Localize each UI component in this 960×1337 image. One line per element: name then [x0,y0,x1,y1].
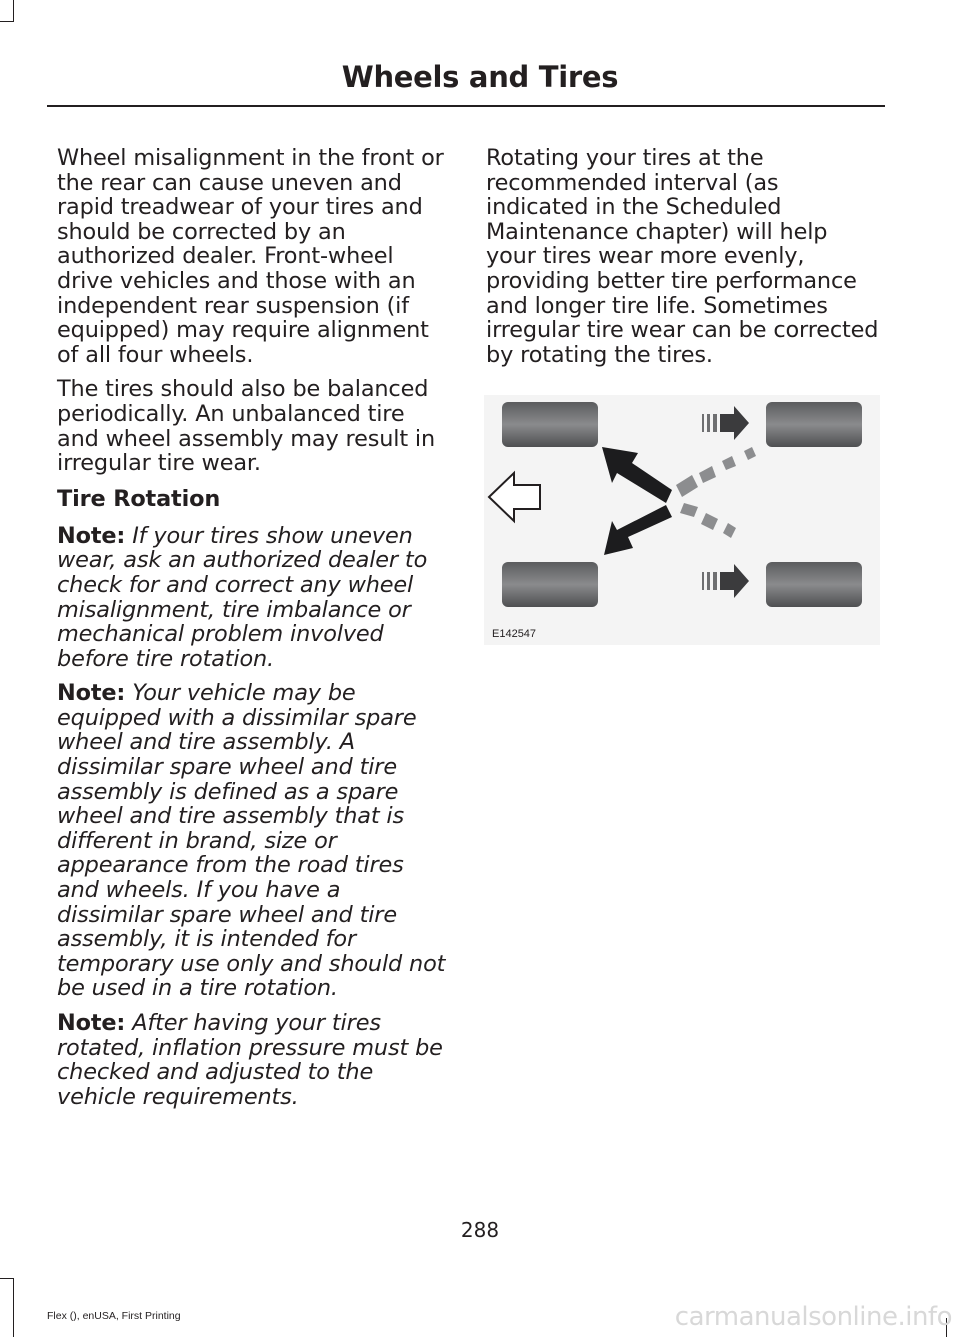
watermark: carmanualsonline.info [674,1302,952,1332]
paragraph-rotation-interval: Rotating your tires at the recommended interval (as indicated in the Scheduled Maintenance chapter) will help your tires wear more evenly, providing better tire performance and longer tire life. Sometimes irregular tire wear can be corrected by rotating the tires. [486,145,879,368]
tire-rear-left [502,562,598,607]
paragraph-misalignment: Wheel misalignment in the front or the rear can cause uneven and rapid treadwear of your tires and should be corrected by an authorized dealer. Front-wheel drive vehicles and those with an independent rear suspension (if equipped) may require alignment of all four wheels. [57,145,444,368]
note-label: Note: [57,680,126,707]
tire-front-left [502,402,598,447]
right-column [486,146,880,377]
note-text: After having your tires rotated, inflation pressure must be checked and adjusted to the vehicle requirements. [57,1010,443,1110]
paragraph-balancing: The tires should also be balanced periodically. An unbalanced tire and wheel assembly may result in irregular tire wear. [57,376,436,477]
tire-rotation-diagram [484,395,880,645]
tire-rotation-figure [484,395,880,645]
crop-mark [13,1278,14,1337]
note-label: Note: [57,522,126,549]
crop-mark [0,21,14,22]
left-column [57,146,451,1119]
note-dissimilar-spare [57,681,451,1001]
note-label: Note: [57,1010,126,1036]
note-inflation-pressure [57,1011,451,1109]
crop-mark [0,1278,14,1279]
note-text: Your vehicle may be equipped with a dissimilar spare wheel and tire assembly. A dissimilar spare wheel and tire assembly is defined as a spare wheel and tire assembly that is different in brand, size or appearance from the road tires and wheels. If you have a dissimilar spare wheel and tire assembly, it is intended for temporary use only and should not be used in a tire rotation. [57,680,446,1002]
header-divider [47,105,885,107]
tire-rear-right [766,562,862,607]
footer-edition: Flex (), enUSA, First Printing [47,1310,181,1322]
section-heading-tire-rotation: Tire Rotation [57,485,221,512]
figure-code: E142547 [492,628,537,640]
note-text: If your tires show uneven wear, ask an authorized dealer to check for and correct any wheel misalignment, tire imbalance or mechanical problem involved before tire rotation. [57,522,428,672]
tire-front-right [766,402,862,447]
page-title: Wheels and Tires [341,60,619,94]
page-number: 288 [460,1218,500,1242]
note-uneven-wear [57,524,451,672]
crop-mark [13,0,14,22]
